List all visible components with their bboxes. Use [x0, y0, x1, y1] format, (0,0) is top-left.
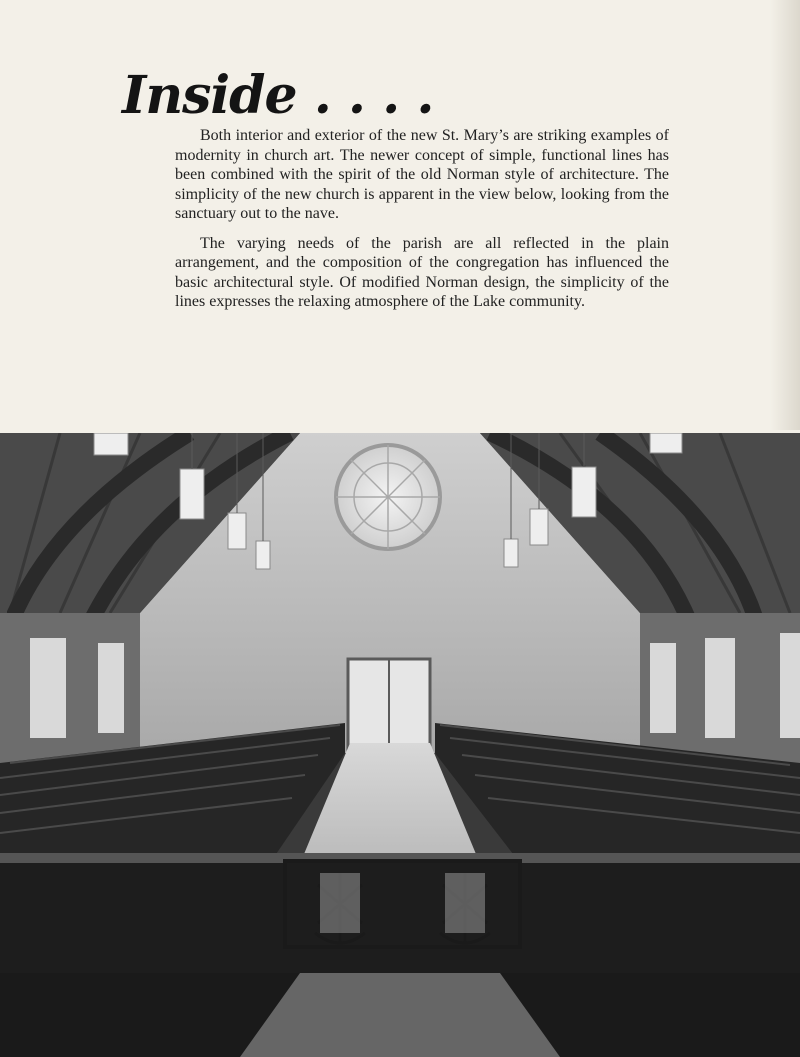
paragraph-1: Both interior and exterior of the new St. Mary’s are striking examples of modernity in church art. The newer concept of simple, functional lines has been combined with the spirit of the old Norman style of architecture. The simplicity of the new church is apparent in the view below, looking from the sanctuary out to the nave.	[175, 127, 669, 222]
church-interior-photo	[0, 433, 800, 1057]
paragraph-2: The varying needs of the parish are all reflected in the plain arrangement, and the composition of the congregation has influenced the basic architectural style. Of modified Norman design, the simplicity of the lines expresses the relaxing atmosphere of the Lake community.	[175, 234, 669, 310]
body-text	[175, 126, 669, 322]
page-edge-shadow	[770, 0, 800, 430]
page-title: Inside . . . .	[122, 64, 434, 126]
